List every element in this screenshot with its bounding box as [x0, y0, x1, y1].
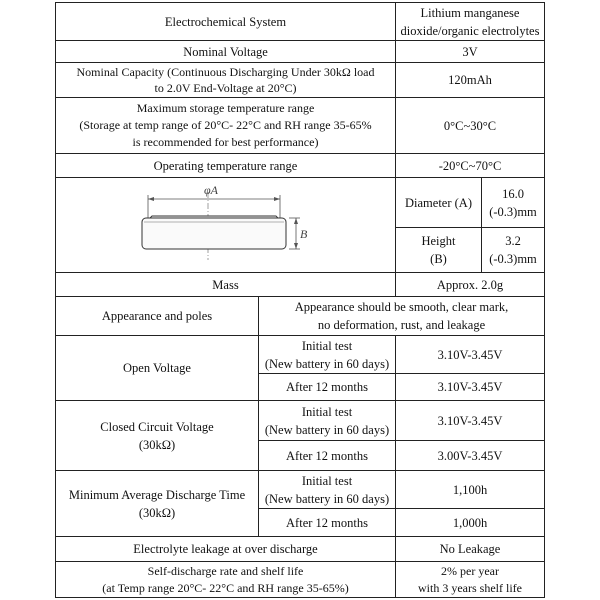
label-line: (New battery in 60 days) — [264, 491, 390, 506]
value-text: 1,100h — [452, 482, 488, 497]
battery-dimension-diagram — [56, 178, 395, 272]
label-line: Initial test — [301, 404, 353, 419]
label-nominal-capacity — [56, 63, 395, 97]
value-line: (-0.3)mm — [489, 252, 537, 266]
label-text: Open Voltage — [123, 361, 191, 375]
value-text: 3V — [462, 44, 478, 59]
label-line: to 2.0V End-Voltage at 20°C) — [154, 81, 297, 95]
value-nominal-voltage — [396, 41, 544, 62]
label-ccv-after — [259, 441, 395, 470]
value-line: Appearance should be smooth, clear mark, — [294, 300, 509, 314]
label-height — [396, 228, 481, 272]
label-line: is recommended for best performance) — [132, 135, 319, 149]
label-text: After 12 months — [286, 448, 368, 463]
label-text: Appearance and poles — [101, 309, 213, 323]
diagram-label-a: φA — [204, 183, 218, 197]
label-mass — [56, 273, 395, 296]
value-discharge-after — [396, 509, 544, 536]
label-max-storage-temp — [56, 98, 395, 153]
value-text: 3.00V-3.45V — [437, 448, 503, 463]
label-ccv-initial — [259, 401, 395, 440]
diagram-label-b: B — [300, 227, 308, 241]
label-line: Initial test — [301, 338, 353, 353]
value-discharge-initial — [396, 471, 544, 508]
coin-cell-drawing — [56, 178, 395, 272]
label-text: Mass — [212, 277, 239, 292]
label-closed-circuit-voltage — [56, 401, 258, 470]
label-line: Minimum Average Discharge Time — [68, 487, 246, 502]
label-text: After 12 months — [286, 380, 368, 394]
value-line: (-0.3)mm — [489, 204, 537, 219]
arrow-icon — [274, 197, 280, 201]
value-text: 0°C~30°C — [443, 118, 497, 133]
cell-body — [142, 218, 286, 249]
label-line: (New battery in 60 days) — [264, 422, 390, 437]
label-text: Operating temperature range — [153, 158, 298, 173]
label-discharge-after — [259, 509, 395, 536]
value-text: -20°C~70°C — [438, 158, 502, 173]
label-self-discharge — [56, 562, 395, 597]
value-text: Approx. 2.0g — [436, 277, 504, 292]
label-line: (30kΩ) — [138, 505, 176, 520]
value-text: No Leakage — [439, 542, 501, 556]
value-diameter — [482, 178, 544, 227]
label-line: Nominal Capacity (Continuous Discharging Under 30kΩ load — [76, 65, 375, 79]
arrow-icon — [148, 197, 154, 201]
value-nominal-capacity — [396, 63, 544, 97]
value-electrochemical-system — [396, 3, 544, 40]
grid-line — [55, 597, 545, 598]
arrow-icon — [294, 243, 298, 249]
label-open-voltage-initial — [259, 336, 395, 373]
value-height — [482, 228, 544, 272]
label-line: (B) — [430, 252, 447, 266]
label-line: Closed Circuit Voltage — [100, 419, 214, 434]
value-line: no deformation, rust, and leakage — [317, 318, 486, 332]
value-text: 3.10V-3.45V — [437, 347, 503, 362]
value-line: with 3 years shelf life — [418, 580, 522, 595]
value-electrolyte-leakage — [396, 537, 544, 561]
label-min-avg-discharge — [56, 471, 258, 536]
label-line: Self-discharge rate and shelf life — [147, 563, 304, 578]
label-line: Initial test — [301, 473, 353, 488]
label-line: (New battery in 60 days) — [264, 356, 390, 371]
value-max-storage-temp — [396, 98, 544, 153]
label-line: (30kΩ) — [138, 437, 176, 452]
label-text: Diameter (A) — [405, 195, 472, 210]
label-open-voltage — [56, 336, 258, 400]
value-line: Lithium manganese — [420, 5, 520, 20]
label-operating-temp — [56, 154, 395, 177]
label-diameter — [396, 178, 481, 227]
value-text: 1,000h — [452, 515, 488, 530]
label-discharge-initial — [259, 471, 395, 508]
value-line: 3.2 — [505, 234, 521, 248]
label-nominal-voltage — [56, 41, 395, 62]
label-line: (Storage at temp range of 20°C- 22°C and RH range 35-65% — [79, 118, 372, 132]
label-line: (at Temp range 20°C- 22°C and RH range 35-65%) — [102, 580, 349, 595]
label-electrolyte-leakage — [56, 537, 395, 561]
value-line: 16.0 — [502, 186, 524, 201]
value-ccv-initial — [396, 401, 544, 440]
value-text: 120mAh — [448, 73, 492, 87]
label-text: Nominal Voltage — [183, 44, 268, 59]
value-text: 3.10V-3.45V — [437, 413, 503, 428]
value-ccv-after — [396, 441, 544, 470]
label-line: Height — [421, 234, 456, 248]
value-open-voltage-after — [396, 374, 544, 400]
value-mass — [396, 273, 544, 296]
label-open-voltage-after — [259, 374, 395, 400]
value-line: 2% per year — [441, 563, 499, 578]
label-electrochemical-system — [56, 3, 395, 40]
label-appearance — [56, 297, 258, 335]
label-text: After 12 months — [286, 515, 368, 530]
value-text: 3.10V-3.45V — [437, 380, 503, 394]
label-line: Maximum storage temperature range — [136, 101, 315, 115]
value-open-voltage-initial — [396, 336, 544, 373]
label-text: Electrochemical System — [164, 14, 287, 29]
value-appearance — [259, 297, 544, 335]
value-self-discharge — [396, 562, 544, 597]
label-text: Electrolyte leakage at over discharge — [133, 542, 318, 556]
value-operating-temp — [396, 154, 544, 177]
arrow-icon — [294, 218, 298, 224]
value-line: dioxide/organic electrolytes — [400, 23, 540, 38]
